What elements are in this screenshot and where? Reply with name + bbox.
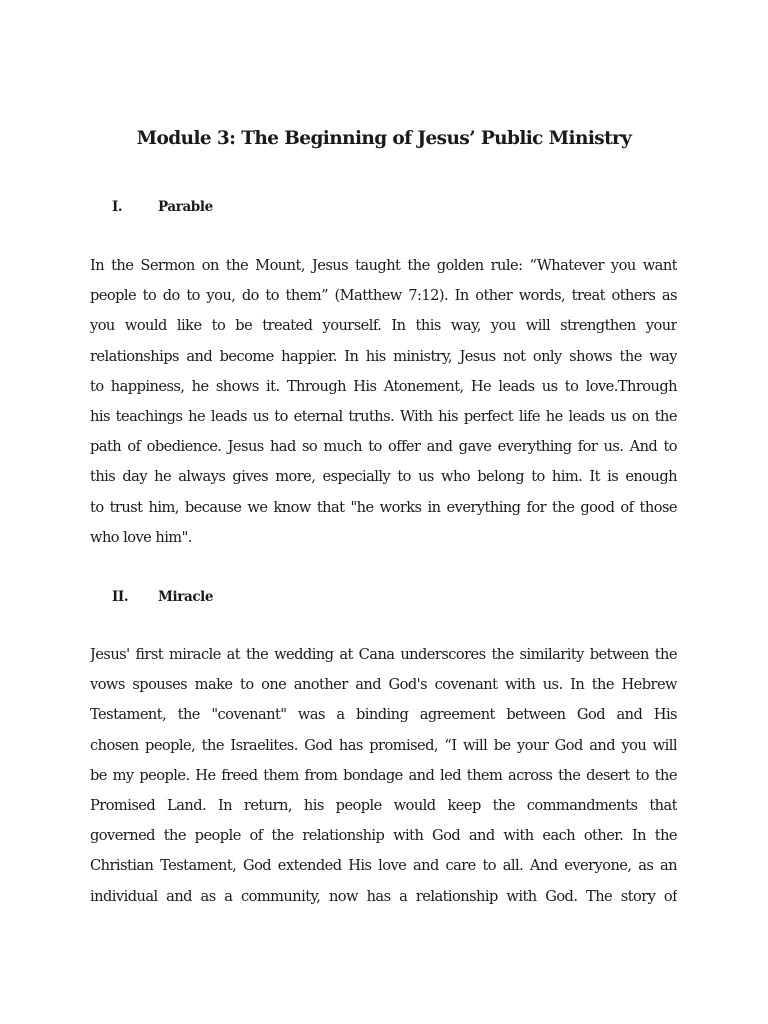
paragraph-line: relationships and become happier. In his ministry, Jesus not only shows the way xyxy=(90,347,677,365)
paragraph-line: chosen people, the Israelites. God has promised, “I will be your God and you will xyxy=(90,736,677,754)
paragraph-miracle xyxy=(90,640,677,912)
paragraph-line: be my people. He freed them from bondage and led them across the desert to the xyxy=(90,766,677,784)
section-number: II. xyxy=(112,589,129,605)
paragraph-line: to happiness, he shows it. Through His Atonement, He leads us to love.Through xyxy=(90,377,677,395)
paragraph-line: In the Sermon on the Mount, Jesus taught the golden rule: “Whatever you want xyxy=(90,257,677,274)
paragraph-line: people to do to you, do to them” (Matthew 7:12). In other words, treat others as xyxy=(90,287,677,305)
paragraph-line: vows spouses make to one another and God's covenant with us. In the Hebrew xyxy=(90,676,677,694)
paragraph-line: you would like to be treated yourself. In this way, you will strengthen your xyxy=(90,317,677,335)
section-title: Parable xyxy=(158,199,213,215)
section-heading-parable xyxy=(112,195,213,219)
paragraph-line: individual and as a community, now has a relationship with God. The story of xyxy=(90,887,677,905)
paragraph-line: Testament, the "covenant" was a binding agreement between God and His xyxy=(90,706,677,724)
paragraph-line: his teachings he leads us to eternal truths. With his perfect life he leads us on the xyxy=(90,407,677,425)
section-number: I. xyxy=(112,199,123,215)
paragraph-line: Jesus' first miracle at the wedding at Cana underscores the similarity between the xyxy=(90,646,677,663)
section-title: Miracle xyxy=(158,589,214,605)
paragraph-line: Christian Testament, God extended His love and care to all. And everyone, as an xyxy=(90,857,677,875)
paragraph-line: who love him". xyxy=(90,528,192,546)
paragraph-line: governed the people of the relationship with God and with each other. In the xyxy=(90,827,677,845)
paragraph-parable xyxy=(90,251,677,553)
paragraph-line: this day he always gives more, especially to us who belong to him. It is enough xyxy=(90,468,677,486)
paragraph-line: to trust him, because we know that "he works in everything for the good of those xyxy=(90,498,677,516)
paragraph-line: path of obedience. Jesus had so much to offer and gave everything for us. And to xyxy=(90,438,677,456)
section-heading-miracle xyxy=(112,585,213,609)
paragraph-line: Promised Land. In return, his people would keep the commandments that xyxy=(90,796,677,814)
document-title: Module 3: The Beginning of Jesus’ Public Ministry xyxy=(136,128,632,149)
